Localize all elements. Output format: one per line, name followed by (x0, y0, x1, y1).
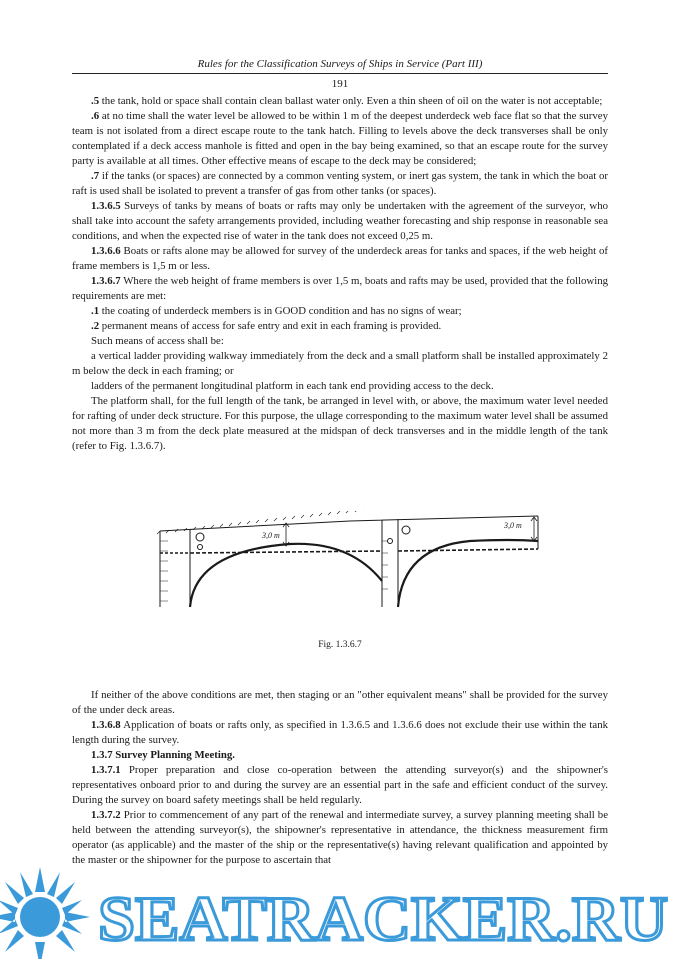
paragraph: .7 if the tanks (or spaces) are connected by a common venting system, or inert gas system, the tank in which the boat or raft is used shall be isolated to prevent a transfer of gas from other tanks (or spaces). (72, 170, 608, 197)
paragraph: 1.3.6.8 Application of boats or rafts only, as specified in 1.3.6.5 and 1.3.6.6 does not exclude their use within the tank length during the survey. (72, 719, 608, 746)
deck-line (160, 516, 538, 531)
watermark (0, 862, 678, 959)
paragraph: .1 the coating of underdeck members is in GOOD condition and has no signs of wear; (91, 305, 462, 317)
paragraph: 1.3.7.2 Prior to commencement of any part of the renewal and intermediate survey, a survey planning meeting shall be held between the attending surveyor(s), the shipowner's representative in attendance, the thickness measurement firm operator (as applicable) and the master of the ship or the representative(s) having relevant qualification and appointed by the master or the shipowner for the purpose to ascertain that (72, 809, 608, 866)
paragraph: 1.3.6.6 Boats or rafts alone may be allowed for survey of the underdeck areas for tanks and spaces, if the web height of frame members is 1,5 m or less. (72, 245, 608, 272)
tank-section-figure (150, 511, 550, 613)
header-rule (72, 73, 608, 74)
deck-transverse-left (190, 544, 382, 607)
paragraph: .6 at no time shall the water level be allowed to be within 1 m of the deepest underdeck web face flat so that the survey team is not isolated from a direct escape route to the tank hatch. Filling to levels above the deck transverses shall be only contemplated if a deck access manhole is fitted and open in the bay being examined, so that an escape route for the survey party is available at all times. Other effective means of escape to the deck may be considered; (72, 110, 608, 167)
section-heading: 1.3.7 Survey Planning Meeting. (91, 749, 235, 761)
paragraph: The platform shall, for the full length of the tank, be arranged in level with, or above, the maximum water level needed for rafting of under deck structure. For this purpose, the ullage corresponding to the maximum water level shall be assumed not more than 3 m from the deck plate measured at the midspan of deck transverses and in the middle length of the tank (refer to Fig. 1.3.6.7). (72, 395, 608, 452)
paragraph: 1.3.7.1 Proper preparation and close co-operation between the attending surveyor(s) and the shipowner's representatives onboard prior to and during the survey are an essential part in the safe and efficient conduct of the survey. During the survey on board safety meetings shall be held regularly. (72, 764, 608, 806)
paragraph: .2 permanent means of access for safe entry and exit in each framing is provided. (91, 320, 442, 332)
sun-logo-icon (0, 867, 90, 959)
body-text-top (72, 94, 608, 454)
paragraph: .5 the tank, hold or space shall contain clean ballast water only. Even a thin sheen of oil on the water is not acceptable; (91, 95, 603, 107)
dimension-label-right: 3,0 m (504, 521, 522, 530)
paragraph: a vertical ladder providing walkway immediately from the deck and a small platform shall be installed approximately 2 m below the deck in each framing; or (72, 350, 608, 377)
running-header: Rules for the Classification Surveys of Ships in Service (Part III) (197, 58, 483, 70)
paragraph: 1.3.6.7 Where the web height of frame members is over 1,5 m, boats and rafts may be used, provided that the following requirements are met: (72, 275, 608, 302)
paragraph: ladders of the permanent longitudinal platform in each tank end providing access to the deck. (91, 380, 494, 392)
platform-line-left (190, 551, 382, 553)
body-text-bottom (72, 688, 608, 868)
paragraph: Such means of access shall be: (91, 335, 224, 347)
platform-line-right (398, 549, 538, 551)
watermark-text: SEATRACKER.RU (98, 883, 668, 954)
paragraph: If neither of the above conditions are met, then staging or an "other equivalent means" shall be provided for the survey of the under deck areas. (72, 689, 608, 716)
dimension-label-left: 3,0 m (262, 531, 280, 540)
paragraph: 1.3.6.5 Surveys of tanks by means of boats or rafts may only be undertaken with the agreement of the surveyor, who shall take into account the safety arrangements provided, including weather forecasting and ship response in reasonable sea conditions, and when the expected rise of water in the tank does not exceed 0,25 m. (72, 200, 608, 242)
figure-caption: Fig. 1.3.6.7 (318, 640, 362, 650)
page-number: 191 (331, 78, 349, 90)
